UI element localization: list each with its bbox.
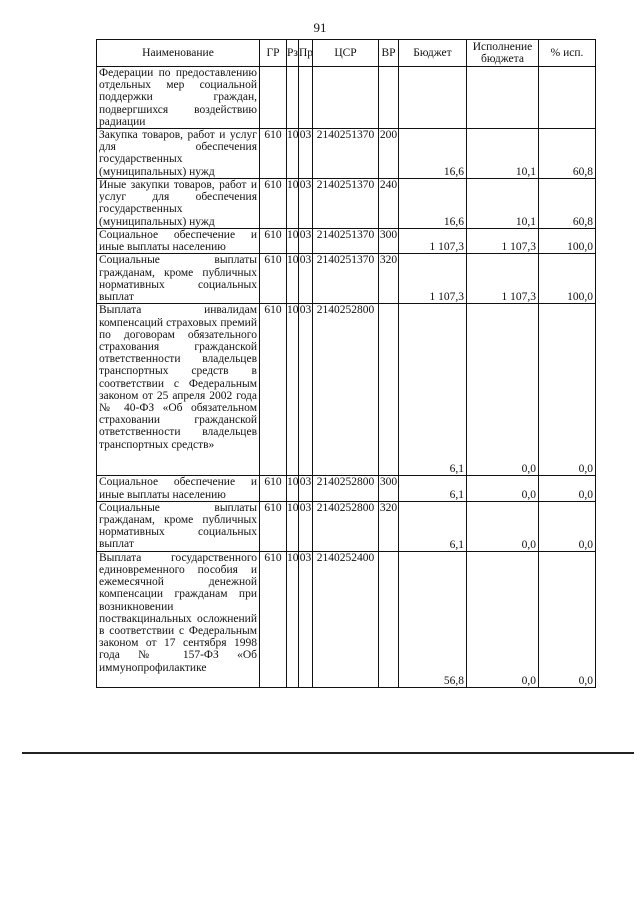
row-vr <box>379 67 399 129</box>
header-percent: % исп. <box>539 40 596 67</box>
row-percent: 100,0 <box>539 229 596 254</box>
row-execution: 0,0 <box>467 501 539 551</box>
header-budget: Бюджет <box>399 40 467 67</box>
row-rz: 10 <box>287 501 299 551</box>
row-name: Социальное обеспечение и иные выплаты населению <box>97 476 260 501</box>
row-percent: 0,0 <box>539 476 596 501</box>
row-csr: 2140251370 <box>313 229 379 254</box>
row-name: Федерации по предоставлению отдельных мер социальной поддержки граждан, подвергшихся воздействию радиации <box>97 67 260 129</box>
row-csr <box>313 67 379 129</box>
row-gr: 610 <box>260 129 287 179</box>
row-gr: 610 <box>260 254 287 304</box>
row-percent: 0,0 <box>539 551 596 687</box>
row-execution: 10,1 <box>467 179 539 229</box>
row-name: Социальное обеспечение и иные выплаты населению <box>97 229 260 254</box>
row-vr: 240 <box>379 179 399 229</box>
row-budget: 6,1 <box>399 304 467 476</box>
table-row <box>97 179 596 229</box>
row-budget: 16,6 <box>399 129 467 179</box>
row-pr: 03 <box>299 129 313 179</box>
table-row <box>97 501 596 551</box>
table-row <box>97 304 596 476</box>
row-gr: 610 <box>260 179 287 229</box>
row-percent <box>539 67 596 129</box>
row-budget: 56,8 <box>399 551 467 687</box>
table-row <box>97 551 596 687</box>
row-name: Иные закупки товаров, работ и услуг для обеспечения государственных (муниципальных) нужд <box>97 179 260 229</box>
row-gr: 610 <box>260 501 287 551</box>
budget-table <box>96 39 596 688</box>
row-name: Выплата инвалидам компенсаций страховых премий по договорам обязательного страхования гражданской ответственности владельцев транспортных средств в соответствии с Федеральным законом от 25 апреля 2002 года № 40-ФЗ «Об обязательном страховании гражданской ответственности владельцев транспортных средств» <box>97 304 260 476</box>
header-rz: Рз <box>287 40 299 67</box>
row-vr: 200 <box>379 129 399 179</box>
row-budget: 16,6 <box>399 179 467 229</box>
table-row <box>97 476 596 501</box>
row-percent: 100,0 <box>539 254 596 304</box>
row-execution: 0,0 <box>467 476 539 501</box>
row-execution <box>467 67 539 129</box>
row-vr: 300 <box>379 229 399 254</box>
row-csr: 2140252800 <box>313 501 379 551</box>
row-rz: 10 <box>287 129 299 179</box>
row-rz: 10 <box>287 229 299 254</box>
row-pr: 03 <box>299 254 313 304</box>
row-vr <box>379 551 399 687</box>
row-gr: 610 <box>260 304 287 476</box>
row-gr: 610 <box>260 229 287 254</box>
row-percent: 0,0 <box>539 501 596 551</box>
row-pr: 03 <box>299 229 313 254</box>
row-rz: 10 <box>287 179 299 229</box>
table-row <box>97 229 596 254</box>
row-csr: 2140252800 <box>313 304 379 476</box>
table-header-row <box>97 40 596 67</box>
header-name: Наименование <box>97 40 260 67</box>
row-name: Социальные выплаты гражданам, кроме публичных нормативных социальных выплат <box>97 254 260 304</box>
row-execution: 0,0 <box>467 304 539 476</box>
row-name: Закупка товаров, работ и услуг для обеспечения государственных (муниципальных) нужд <box>97 129 260 179</box>
row-csr: 2140251370 <box>313 179 379 229</box>
row-pr: 03 <box>299 179 313 229</box>
row-vr: 300 <box>379 476 399 501</box>
row-csr: 2140252800 <box>313 476 379 501</box>
row-pr: 03 <box>299 551 313 687</box>
row-budget: 1 107,3 <box>399 229 467 254</box>
header-execution: Исполнение бюджета <box>467 40 539 67</box>
table-row <box>97 254 596 304</box>
row-pr: 03 <box>299 476 313 501</box>
row-rz: 10 <box>287 476 299 501</box>
row-budget: 6,1 <box>399 501 467 551</box>
row-pr: 03 <box>299 304 313 476</box>
row-execution: 10,1 <box>467 129 539 179</box>
row-rz: 10 <box>287 304 299 476</box>
header-csr: ЦСР <box>313 40 379 67</box>
row-execution: 0,0 <box>467 551 539 687</box>
row-rz: 10 <box>287 551 299 687</box>
row-pr: 03 <box>299 501 313 551</box>
row-percent: 0,0 <box>539 304 596 476</box>
row-percent: 60,8 <box>539 179 596 229</box>
header-vr: ВР <box>379 40 399 67</box>
row-vr: 320 <box>379 501 399 551</box>
row-execution: 1 107,3 <box>467 229 539 254</box>
row-csr: 2140251370 <box>313 129 379 179</box>
table-row <box>97 129 596 179</box>
table-row <box>97 67 596 129</box>
row-budget: 1 107,3 <box>399 254 467 304</box>
row-rz <box>287 67 299 129</box>
row-gr: 610 <box>260 476 287 501</box>
row-vr: 320 <box>379 254 399 304</box>
page-number: 91 <box>313 20 327 35</box>
row-budget <box>399 67 467 129</box>
row-percent: 60,8 <box>539 129 596 179</box>
row-pr <box>299 67 313 129</box>
header-pr: Пр <box>299 40 313 67</box>
row-gr <box>260 67 287 129</box>
header-gr: ГР <box>260 40 287 67</box>
row-budget: 6,1 <box>399 476 467 501</box>
page-divider <box>22 752 634 754</box>
row-rz: 10 <box>287 254 299 304</box>
row-gr: 610 <box>260 551 287 687</box>
row-execution: 1 107,3 <box>467 254 539 304</box>
row-csr: 2140252400 <box>313 551 379 687</box>
row-vr <box>379 304 399 476</box>
row-name: Выплата государственного единовременного пособия и ежемесячной денежной компенсации гражданам при возникновении поствакцинальных осложнений в соответствии с Федеральным законом от 17 сентября 1998 года № 157-ФЗ «Об иммунопрофилактике <box>97 551 260 687</box>
row-csr: 2140251370 <box>313 254 379 304</box>
row-name: Социальные выплаты гражданам, кроме публичных нормативных социальных выплат <box>97 501 260 551</box>
